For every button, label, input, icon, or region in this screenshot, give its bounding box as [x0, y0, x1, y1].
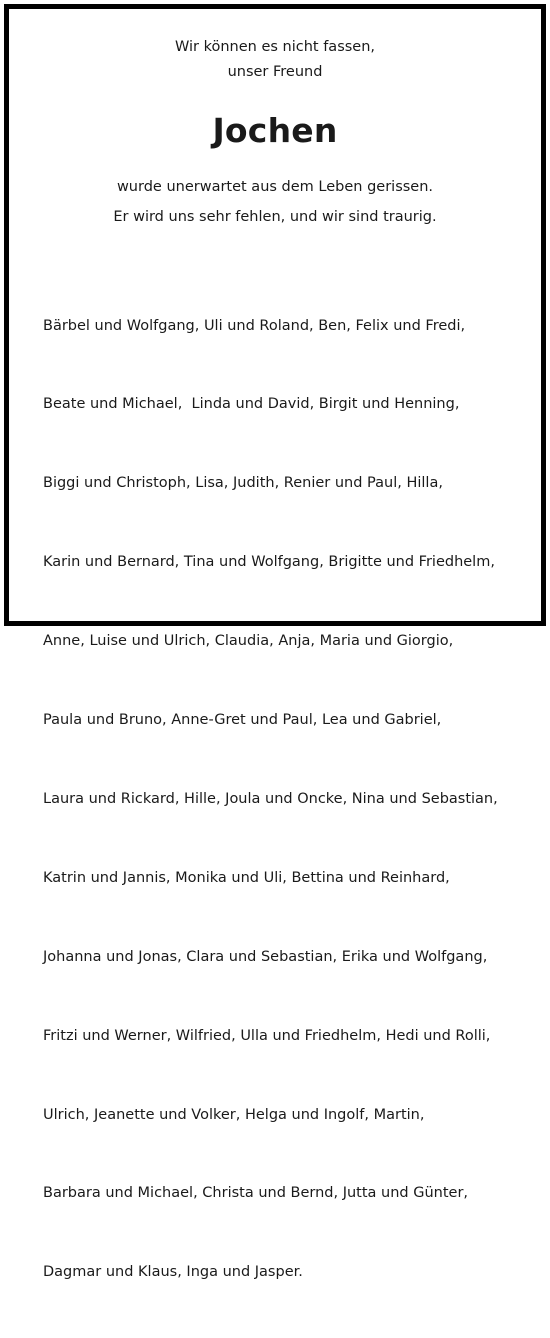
deceased-name: Jochen	[212, 111, 338, 150]
mourners-list	[43, 260, 533, 1338]
mourners-line: Anne, Luise und Ulrich, Claudia, Anja, Maria und Giorgio,	[43, 633, 454, 650]
obituary-frame	[4, 4, 546, 1281]
intro-text	[9, 35, 541, 85]
mourners-line: Ulrich, Jeanette und Volker, Helga und Ingolf, Martin,	[43, 1106, 425, 1123]
mourners-line: Paula und Bruno, Anne-Gret und Paul, Lea und Gabriel,	[43, 712, 442, 729]
mourners-line: Johanna und Jonas, Clara und Sebastian, Erika und Wolfgang,	[43, 948, 488, 965]
mourners-line: Fritzi und Werner, Wilfried, Ulla und Friedhelm, Hedi und Rolli,	[43, 1027, 491, 1044]
mourners-line: Bärbel und Wolfgang, Uli und Roland, Ben, Felix und Fredi,	[43, 317, 466, 334]
mourners-line: Karin und Bernard, Tina und Wolfgang, Brigitte und Friedhelm,	[43, 554, 495, 571]
intro-line-2: unser Freund	[227, 64, 323, 80]
message-line-2: Er wird uns sehr fehlen, und wir sind traurig.	[113, 209, 437, 225]
mourners-line: Biggi und Christoph, Lisa, Judith, Renier und Paul, Hilla,	[43, 475, 443, 492]
mourners-line: Katrin und Jannis, Monika und Uli, Bettina und Reinhard,	[43, 869, 450, 886]
mourners-line: Laura und Rickard, Hille, Joula und Oncke, Nina und Sebastian,	[43, 790, 498, 807]
message-line-1: wurde unerwartet aus dem Leben gerissen.	[116, 179, 434, 195]
mourners-line: Dagmar und Klaus, Inga und Jasper.	[43, 1264, 303, 1281]
intro-line-1: Wir können es nicht fassen,	[174, 39, 376, 55]
mourners-line: Barbara und Michael, Christa und Bernd, Jutta und Günter,	[43, 1185, 469, 1202]
mourners-line: Beate und Michael, Linda und David, Birgit und Henning,	[43, 396, 460, 413]
